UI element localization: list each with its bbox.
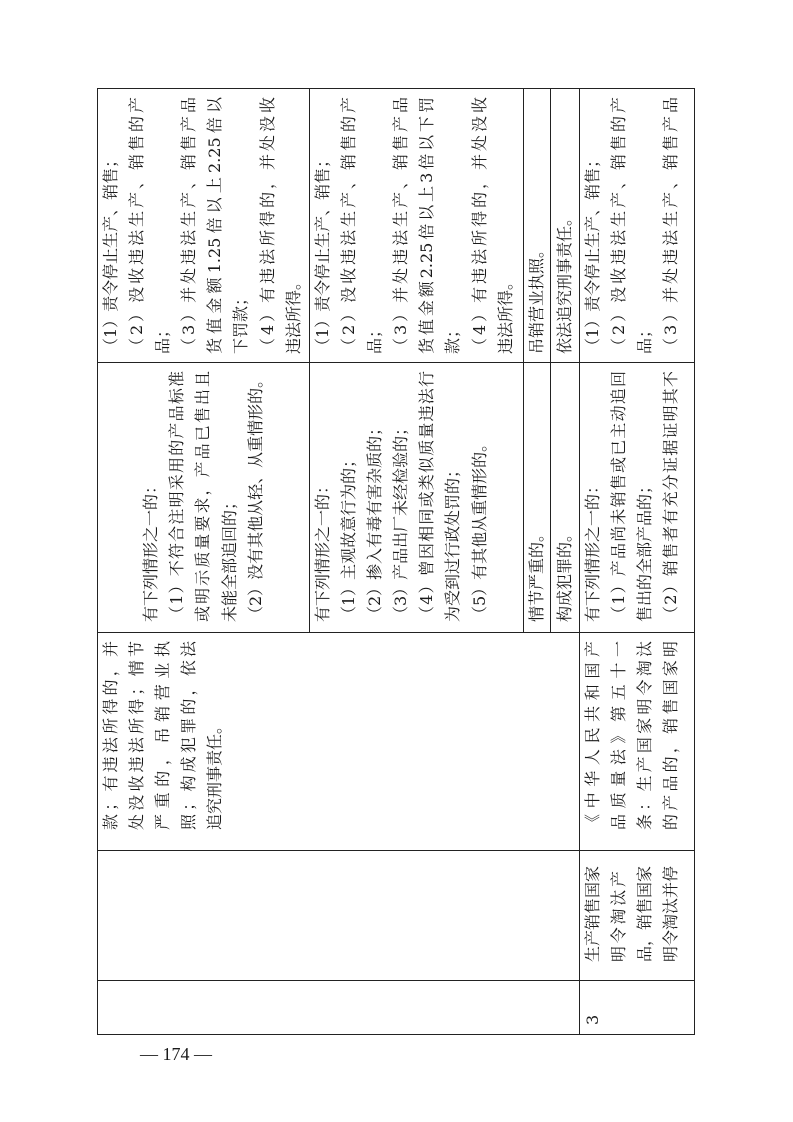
text-line: 货值金额1.25倍以上2.25倍以: [205, 97, 225, 354]
text-line: （2）销售者有充分证据证明其不: [661, 371, 681, 622]
text-line: 的产品的，销售国家明: [661, 641, 681, 830]
text-line: 吊销营业执照。: [526, 241, 546, 354]
text-line: 售出的全部产品的；: [635, 477, 655, 622]
item-number: 3: [583, 1014, 602, 1025]
continued-number-cell: [98, 980, 580, 1034]
text-line: 条：生产国家明令淘汰: [635, 641, 655, 830]
text-line: 依法追究刑事责任。: [554, 209, 574, 354]
text-line: 有下列情形之一的：: [141, 477, 161, 622]
text-line: 违法所得。: [283, 273, 303, 354]
text-line: （2）掺入有毒有害杂质的；: [365, 419, 385, 622]
cell-text: [580, 371, 684, 622]
text-line: （3）产品出厂未经检验的；: [391, 419, 411, 622]
text-line: 生产销售国家: [583, 865, 602, 962]
continued-legal-basis-cell: [98, 632, 580, 850]
text-line: 明令淘汰并停: [661, 865, 681, 962]
tier-4-penalty-cell: [551, 88, 580, 362]
text-line: （4）曾因相同或类似质量违法行: [417, 371, 437, 622]
text-line: 构成犯罪的。: [554, 525, 574, 622]
tier-1-penalty-cell: [98, 88, 310, 362]
cell-text: [98, 641, 228, 830]
item-number-cell: [580, 980, 695, 1034]
cell-text: [524, 371, 550, 622]
text-line: （4）有违法所得的，并处没收: [257, 97, 277, 354]
text-line: 未能全部追回的；: [219, 493, 239, 622]
cell-text: [138, 371, 268, 622]
text-line: 款；: [443, 321, 463, 354]
text-line: （3）并处违法生产、销售产品: [391, 97, 411, 354]
item-violation-cell: [580, 850, 695, 980]
text-line: 品；: [365, 321, 385, 354]
text-line: 有下列情形之一的：: [313, 477, 332, 622]
cell-text: [98, 97, 307, 354]
text-line: 处没收违法所得；情节: [127, 641, 147, 830]
cell-text: [310, 371, 493, 622]
text-line: （2）没收违法生产、销售的产: [609, 97, 629, 354]
tier-3-circumstance-cell: [524, 362, 551, 632]
cell-text: [580, 97, 684, 354]
text-line: （2）没收违法生产、销售的产: [127, 97, 147, 354]
continued-violation-cell: [98, 850, 580, 980]
cell-text: [580, 865, 684, 962]
text-line: 严重的，吊销营业执: [153, 641, 173, 830]
tier-2-circumstance-cell: [310, 362, 524, 632]
text-line: （1）不符合注明采用的产品标准: [167, 371, 187, 622]
tier-4-circumstance-cell: [551, 362, 580, 632]
text-line: （1）责令停止生产、销售；: [583, 151, 602, 354]
tier-3-penalty-cell: [524, 88, 551, 362]
text-line: （2）没有其他从轻、从重情形的。: [245, 371, 265, 622]
item-legal-basis-cell: [580, 632, 695, 850]
text-line: 照；构成犯罪的，依法: [179, 641, 199, 830]
text-line: （5）有其他从重情形的。: [469, 435, 489, 622]
text-line: （3）并处违法生产、销售产品: [179, 97, 199, 354]
cell-text: [524, 97, 550, 354]
cell-text: [580, 641, 684, 830]
text-line: （1）产品尚未销售或已主动追回: [609, 371, 629, 622]
tier-1-circumstance-cell: [98, 362, 310, 632]
text-line: 品，销售国家: [635, 865, 655, 962]
text-line: 明令淘汰产: [609, 871, 629, 962]
text-line: 追究刑事责任。: [205, 717, 225, 830]
text-line: （1）主观故意行为的；: [339, 451, 359, 622]
item-penalty-cell: [580, 88, 695, 362]
text-line: 下罚款；: [231, 289, 251, 354]
item-circumstance-cell: [580, 362, 695, 632]
cell-text: [310, 97, 519, 354]
text-line: 情节严重的。: [526, 525, 546, 622]
page-number: — 174 —: [140, 1044, 212, 1064]
text-line: （1）责令停止生产、销售；: [313, 151, 332, 354]
cell-text: [552, 371, 578, 622]
text-line: 款；有违法所得的，并: [101, 641, 120, 830]
cell-text: [552, 97, 578, 354]
text-line: 品；: [635, 321, 655, 354]
text-line: 品质量法》第五十一: [609, 641, 629, 830]
text-line: 或明示质量要求，产品已售出且: [193, 371, 213, 622]
text-line: 《中华人民共和国产: [583, 641, 602, 830]
text-line: 品；: [153, 321, 173, 354]
text-line: 有下列情形之一的：: [583, 477, 602, 622]
text-line: （3）并处违法生产、销售产品: [661, 97, 681, 354]
text-line: （4）有违法所得的，并处没收: [469, 97, 489, 354]
text-line: （1）责令停止生产、销售；: [101, 151, 120, 354]
discretion-standard-table: [97, 88, 695, 1035]
text-line: 货值金额2.25倍以上3倍以下罚: [417, 97, 437, 354]
text-line: 违法所得。: [495, 273, 515, 354]
tier-2-penalty-cell: [310, 88, 524, 362]
text-line: （2）没收违法生产、销售的产: [339, 97, 359, 354]
text-line: 为受到过行政处罚的；: [443, 461, 463, 622]
